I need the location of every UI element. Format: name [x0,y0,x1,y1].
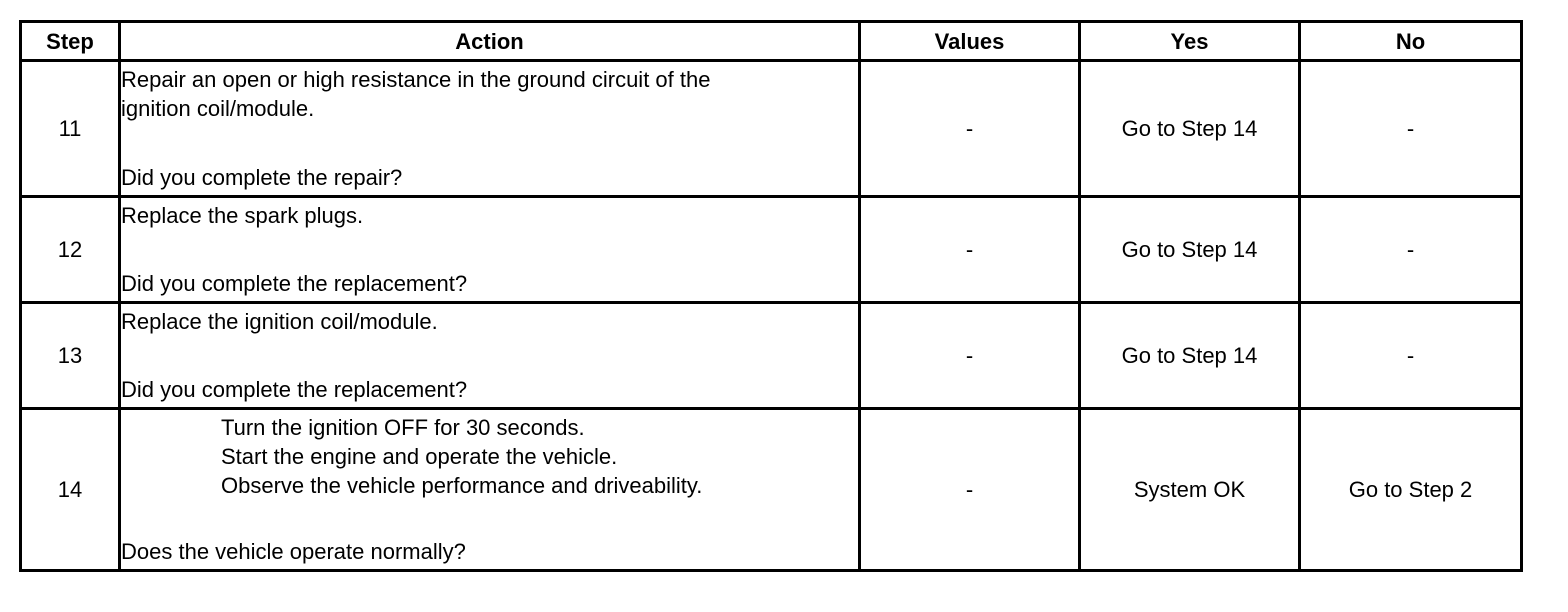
diagnostic-table [19,20,1523,572]
action-step-item: Observe the vehicle performance and driveability. [221,473,703,498]
action-question: Does the vehicle operate normally? [121,539,466,564]
action-text: ignition coil/module. [121,96,315,121]
header-row [21,22,1522,61]
action-step-item: Start the engine and operate the vehicle. [221,444,618,469]
action-question: Did you complete the repair? [121,165,403,190]
step-number: 13 [21,303,120,409]
action-cell [120,409,860,571]
header-yes: Yes [1080,22,1300,61]
no-cell: - [1300,303,1522,409]
action-cell [120,303,860,409]
action-step-item: Turn the ignition OFF for 30 seconds. [221,415,585,440]
action-cell [120,61,860,197]
action-text: Replace the spark plugs. [121,203,364,228]
action-steps-list [121,413,858,500]
values-cell: - [860,303,1080,409]
step-number: 14 [21,409,120,571]
yes-cell: Go to Step 14 [1080,197,1300,303]
yes-cell: Go to Step 14 [1080,61,1300,197]
no-cell: - [1300,61,1522,197]
step-number: 11 [21,61,120,197]
action-question: Did you complete the replacement? [121,377,468,402]
step-number: 12 [21,197,120,303]
table-row [21,197,1522,303]
header-values: Values [860,22,1080,61]
header-step: Step [21,22,120,61]
yes-cell: System OK [1080,409,1300,571]
action-text: Replace the ignition coil/module. [121,309,438,334]
no-cell: - [1300,197,1522,303]
action-question: Did you complete the replacement? [121,271,468,296]
action-text: Repair an open or high resistance in the ground circuit of the [121,67,711,92]
values-cell: - [860,197,1080,303]
values-cell: - [860,409,1080,571]
no-cell: Go to Step 2 [1300,409,1522,571]
action-cell [120,197,860,303]
header-no: No [1300,22,1522,61]
header-action: Action [120,22,860,61]
table-row [21,61,1522,197]
yes-cell: Go to Step 14 [1080,303,1300,409]
table-row [21,409,1522,571]
table-row [21,303,1522,409]
values-cell: - [860,61,1080,197]
